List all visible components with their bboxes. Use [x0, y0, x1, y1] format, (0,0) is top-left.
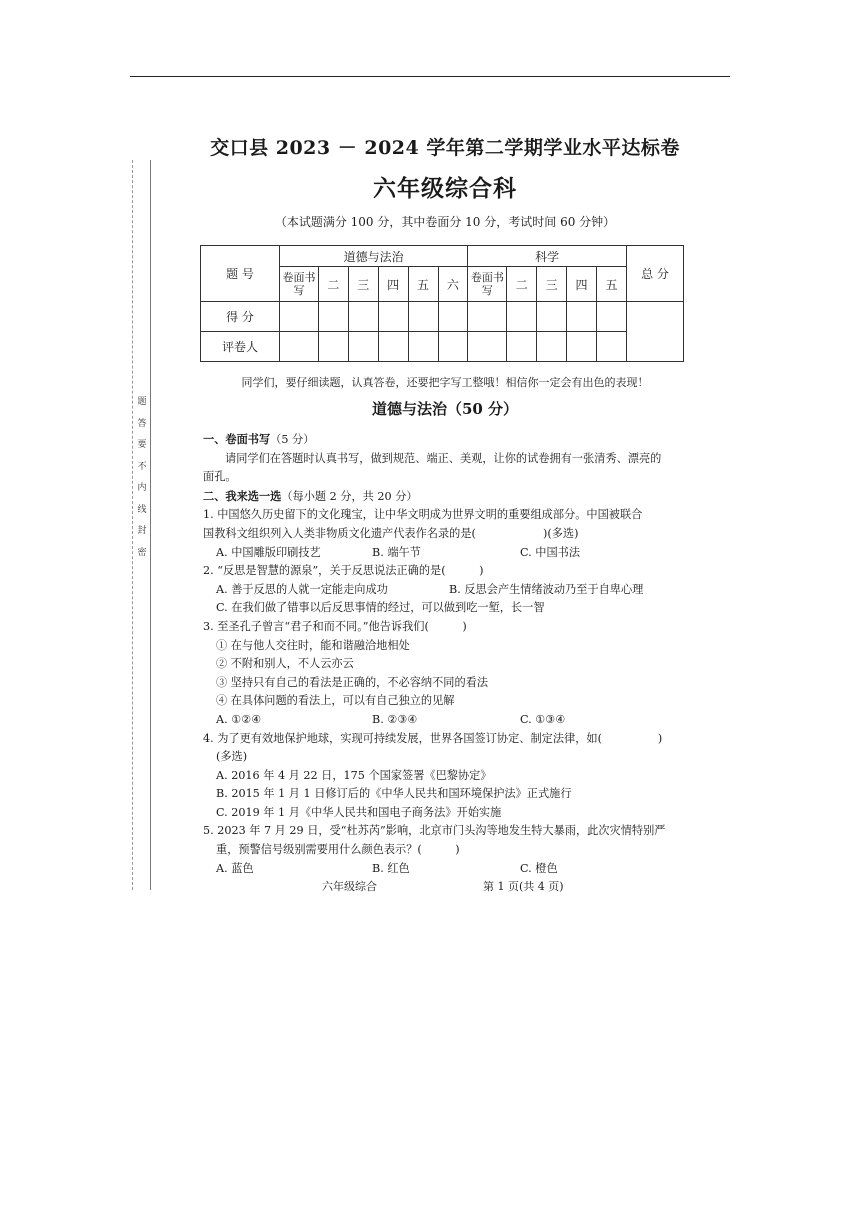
grader-cell[interactable] [348, 332, 378, 362]
question-1-cont: 国教科文组织列入人类非物质文化遗产代表作名录的是( )(多选) [203, 526, 579, 540]
question-4-cont: (多选) [216, 750, 248, 764]
score-table [200, 245, 684, 362]
binding-char: 密 [137, 547, 147, 558]
grader-cell[interactable] [319, 332, 349, 362]
score-cell[interactable] [537, 302, 567, 332]
part1-heading: 一、卷面书写（5 分） [203, 432, 315, 446]
grader-cell[interactable] [597, 332, 627, 362]
option-c[interactable]: C. 中国书法 [520, 545, 581, 559]
binding-char: 题 [137, 397, 147, 407]
group-header-morality: 道德与法治 [280, 246, 468, 267]
question-5-cont: 重，预警信号级别需要用什么颜色表示？( ) [216, 843, 460, 857]
score-cell[interactable] [319, 302, 349, 332]
option-b[interactable]: B. 红色 [372, 861, 410, 875]
question-content [203, 430, 690, 878]
option-a[interactable]: A. 2016 年 4 月 22 日，175 个国家签署《巴黎协定》 [216, 768, 492, 782]
option-a[interactable]: A. ①②④ [216, 712, 262, 726]
section-title: 道德与法治（50 分） [371, 400, 519, 418]
total-score-cell[interactable] [627, 302, 684, 362]
grader-cell[interactable] [280, 332, 319, 362]
grader-cell[interactable] [408, 332, 438, 362]
option-b[interactable]: B. 端午节 [372, 545, 421, 559]
statement-3: ③ 坚持只有自己的看法是正确的，不必容纳不同的看法 [216, 675, 489, 689]
option-b[interactable]: B. 2015 年 1 月 1 日修订后的《中华人民共和国环境保护法》正式施行 [216, 787, 572, 801]
score-cell[interactable] [438, 302, 468, 332]
question-1: 1. 中国悠久历史留下的文化瑰宝，让中华文明成为世界文明的重要组成部分。中国被联合 [203, 508, 643, 522]
col-header: 卷面书写 [468, 267, 507, 302]
option-a[interactable]: A. 中国雕版印刷技艺 [216, 545, 321, 559]
col-header: 卷面书写 [280, 267, 319, 302]
tihao-header: 题 号 [201, 246, 280, 302]
col-header: 五 [408, 267, 438, 302]
top-rule [130, 76, 730, 77]
grader-cell[interactable] [507, 332, 537, 362]
binding-warning [136, 398, 148, 570]
statement-2: ② 不附和别人，不人云亦云 [216, 657, 354, 671]
score-cell[interactable] [348, 302, 378, 332]
score-cell[interactable] [408, 302, 438, 332]
score-cell[interactable] [378, 302, 408, 332]
binding-line [150, 160, 151, 890]
grader-cell[interactable] [567, 332, 597, 362]
part1-text: 面孔。 [203, 470, 237, 484]
grader-cell[interactable] [378, 332, 408, 362]
question-5: 5. 2023 年 7 月 29 日，受“杜苏芮”影响，北京市门头沟等地发生特大暴雨，此次灾情特别严 [203, 824, 666, 838]
col-header: 四 [567, 267, 597, 302]
score-cell[interactable] [567, 302, 597, 332]
encouragement-text: 同学们，要仔细读题，认真答卷，还要把字写工整哦！相信你一定会有出色的表现！ [241, 376, 649, 389]
question-2-options [203, 581, 690, 600]
question-2: 2. “反思是智慧的源泉”，关于反思说法正确的是( ) [203, 564, 484, 578]
option-c[interactable]: C. 在我们做了错事以后反思事情的经过，可以做到吃一堑，长一智 [216, 601, 545, 615]
row-label-score: 得 分 [201, 302, 280, 332]
grader-cell[interactable] [537, 332, 567, 362]
footer-subject: 六年级综合 [322, 880, 377, 893]
option-c[interactable]: C. 橙色 [520, 861, 558, 875]
exam-subtitle: 六年级综合科 [373, 175, 517, 202]
col-header: 五 [597, 267, 627, 302]
col-header: 二 [507, 267, 537, 302]
group-header-science: 科学 [468, 246, 627, 267]
option-b[interactable]: B. ②③④ [372, 712, 418, 726]
exam-note: （本试题满分 100 分，其中卷面分 10 分，考试时间 60 分钟） [274, 215, 616, 229]
score-cell[interactable] [597, 302, 627, 332]
col-header: 二 [319, 267, 349, 302]
col-header: 三 [348, 267, 378, 302]
question-1-options [203, 544, 690, 563]
binding-char: 封 [137, 526, 147, 536]
score-cell[interactable] [468, 302, 507, 332]
footer-page-number: 第 1 页(共 4 页) [483, 880, 564, 893]
binding-char: 答 [137, 418, 147, 429]
binding-char: 内 [137, 483, 147, 493]
total-header: 总 分 [627, 246, 684, 302]
exam-title: 交口县 2023 － 2024 学年第二学期学业水平达标卷 [210, 137, 680, 159]
question-5-options [203, 860, 690, 879]
option-c[interactable]: C. 2019 年 1 月《中华人民共和国电子商务法》开始实施 [216, 805, 502, 819]
option-a[interactable]: A. 蓝色 [216, 861, 254, 875]
statement-4: ④ 在具体问题的看法上，可以有自己独立的见解 [216, 694, 455, 708]
question-3-options [203, 711, 690, 730]
grader-cell[interactable] [438, 332, 468, 362]
binding-char: 不 [137, 461, 147, 472]
col-header: 六 [438, 267, 468, 302]
binding-dashed-line [132, 160, 133, 890]
binding-char: 线 [137, 504, 147, 515]
option-a[interactable]: A. 善于反思的人就一定能走向成功 [216, 582, 388, 596]
part2-heading: 二、我来选一选（每小题 2 分，共 20 分） [203, 488, 418, 503]
question-4: 4. 为了更有效地保护地球，实现可持续发展，世界各国签订协定、制定法律，如( ) [203, 731, 663, 745]
option-c[interactable]: C. ①③④ [520, 712, 566, 726]
grader-cell[interactable] [468, 332, 507, 362]
part1-text: 请同学们在答题时认真书写，做到规范、端正、美观，让你的试卷拥有一张清秀、漂亮的 [225, 451, 662, 465]
question-3: 3. 至圣孔子曾言“君子和而不同。”他告诉我们( ) [203, 619, 467, 633]
col-header: 三 [537, 267, 567, 302]
statement-1: ① 在与他人交往时，能和谐融洽地相处 [216, 638, 410, 652]
col-header: 四 [378, 267, 408, 302]
score-cell[interactable] [280, 302, 319, 332]
row-label-grader: 评卷人 [201, 332, 280, 362]
binding-char: 要 [137, 440, 147, 450]
option-b[interactable]: B. 反思会产生情绪波动乃至于自卑心理 [449, 582, 644, 596]
score-cell[interactable] [507, 302, 537, 332]
